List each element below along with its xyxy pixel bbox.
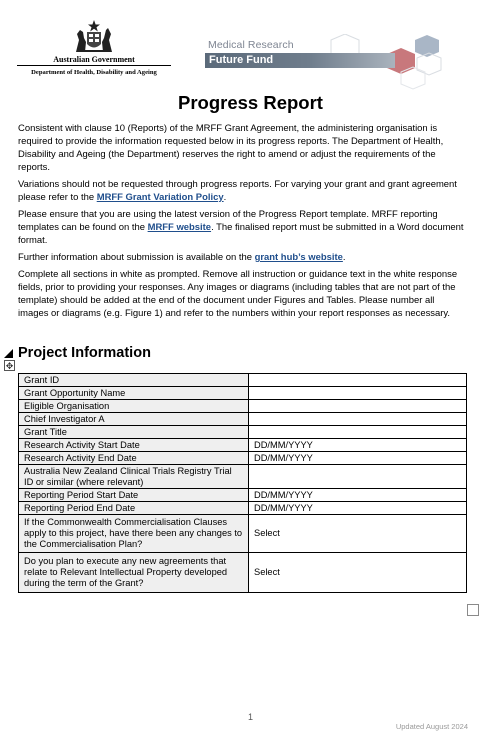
table-end-resize-handle[interactable] [467, 604, 479, 616]
submission-text: Further information about submission is available on the [18, 252, 255, 263]
variation-paragraph [18, 179, 465, 205]
row-label-grant-opportunity-name: Grant Opportunity Name [19, 387, 249, 400]
submission-text-end: . [342, 252, 346, 263]
australian-government-logo [17, 18, 171, 80]
row-value-research-start-date[interactable]: DD/MM/YYYY [249, 439, 467, 452]
row-label-chief-investigator-a: Chief Investigator A [19, 413, 249, 426]
table-row [19, 439, 467, 452]
logo-divider [17, 65, 171, 66]
project-information-table [18, 373, 467, 593]
row-value-reporting-end-date[interactable]: DD/MM/YYYY [249, 502, 467, 515]
row-label-grant-title: Grant Title [19, 426, 249, 439]
row-label-trial-id: Australia New Zealand Clinical Trials Registry Trial ID or similar (where relevant) [19, 465, 249, 489]
row-value-reporting-start-date[interactable]: DD/MM/YYYY [249, 489, 467, 502]
intro-paragraph [18, 123, 465, 175]
instructions-text: Complete all sections in white as prompted. Remove all instruction or guidance text in the white response fields, prior to providing your responses. Any images or diagrams (including tables that are not part of the template) should be added at the end of the document under Figures and Tables. Please number all images or diagrams (e.g. Figure 1) and refer to the numbers within your report responses as necessary. [18, 269, 458, 319]
commercialisation-select-dropdown[interactable]: Select [249, 515, 467, 553]
row-value-chief-investigator-a[interactable] [249, 413, 467, 426]
mrff-logo [205, 34, 443, 90]
row-value-trial-id[interactable] [249, 465, 467, 489]
collapse-heading-icon[interactable] [4, 349, 13, 358]
page-title: Progress Report [178, 92, 323, 113]
new-agreements-select-dropdown[interactable]: Select [249, 553, 467, 593]
table-row [19, 452, 467, 465]
mrff-line-future-fund: Future Fund [209, 54, 274, 66]
row-label-eligible-organisation: Eligible Organisation [19, 400, 249, 413]
row-label-new-agreements: Do you plan to execute any new agreements that relate to Relevant Intellectual Property developed during the term of the Grant? [19, 553, 249, 593]
variation-text: Variations should not be requested through progress reports. For varying your grant and grant agreement please refer to the [18, 179, 457, 203]
government-name: Australian Government [53, 55, 135, 64]
instructions-paragraph [18, 269, 465, 321]
page-number: 1 [247, 712, 253, 722]
department-name: Department of Health, Disability and Ageing [31, 69, 157, 76]
section-title-project-information: Project Information [18, 345, 151, 361]
mrff-line-medical-research: Medical Research [208, 39, 294, 51]
table-row [19, 553, 467, 593]
row-value-eligible-organisation[interactable] [249, 400, 467, 413]
row-label-reporting-end-date: Reporting Period End Date [19, 502, 249, 515]
updated-date: Updated August 2024 [395, 722, 468, 731]
row-label-research-end-date: Research Activity End Date [19, 452, 249, 465]
row-label-reporting-start-date: Reporting Period Start Date [19, 489, 249, 502]
table-row [19, 502, 467, 515]
table-move-handle-icon[interactable]: ✥ [5, 361, 14, 371]
intro-text: Consistent with clause 10 (Reports) of the MRFF Grant Agreement, the administering organisation is required to provide the information requested below in its progress reports. The Department of Health, Disability and Ageing (the Department) reserves the right to amend or adjust the requirements of the reports. [18, 123, 444, 173]
row-label-research-start-date: Research Activity Start Date [19, 439, 249, 452]
grant-hub-website-link[interactable]: grant hub’s website [254, 252, 343, 263]
mrff-grant-variation-policy-link[interactable]: MRFF Grant Variation Policy [96, 191, 224, 203]
variation-text-end: . [223, 191, 227, 203]
template-version-paragraph [18, 209, 465, 248]
mrff-website-link[interactable]: MRFF website [147, 221, 212, 233]
template-version-text: Please ensure that you are using the latest version of the Progress Report template. MRFF reporting templates can be found on the [18, 209, 438, 233]
table-row [19, 387, 467, 400]
template-version-text-end: . The finalised report must be submitted in a Word document format. [18, 221, 464, 246]
row-value-research-end-date[interactable]: DD/MM/YYYY [249, 452, 467, 465]
row-label-grant-id: Grant ID [19, 374, 249, 387]
submission-paragraph [18, 252, 465, 265]
row-value-grant-opportunity-name[interactable] [249, 387, 467, 400]
table-row [19, 426, 467, 439]
table-row [19, 374, 467, 387]
row-label-commercialisation-changes: If the Commonwealth Commercialisation Clauses apply to this project, have there been any changes to the Commercialisation Plan? [19, 515, 249, 553]
table-row [19, 489, 467, 502]
table-row [19, 515, 467, 553]
table-row [19, 465, 467, 489]
row-value-grant-title[interactable] [249, 426, 467, 439]
table-row [19, 400, 467, 413]
table-row [19, 413, 467, 426]
row-value-grant-id[interactable] [249, 374, 467, 387]
coat-of-arms-icon [72, 18, 116, 54]
